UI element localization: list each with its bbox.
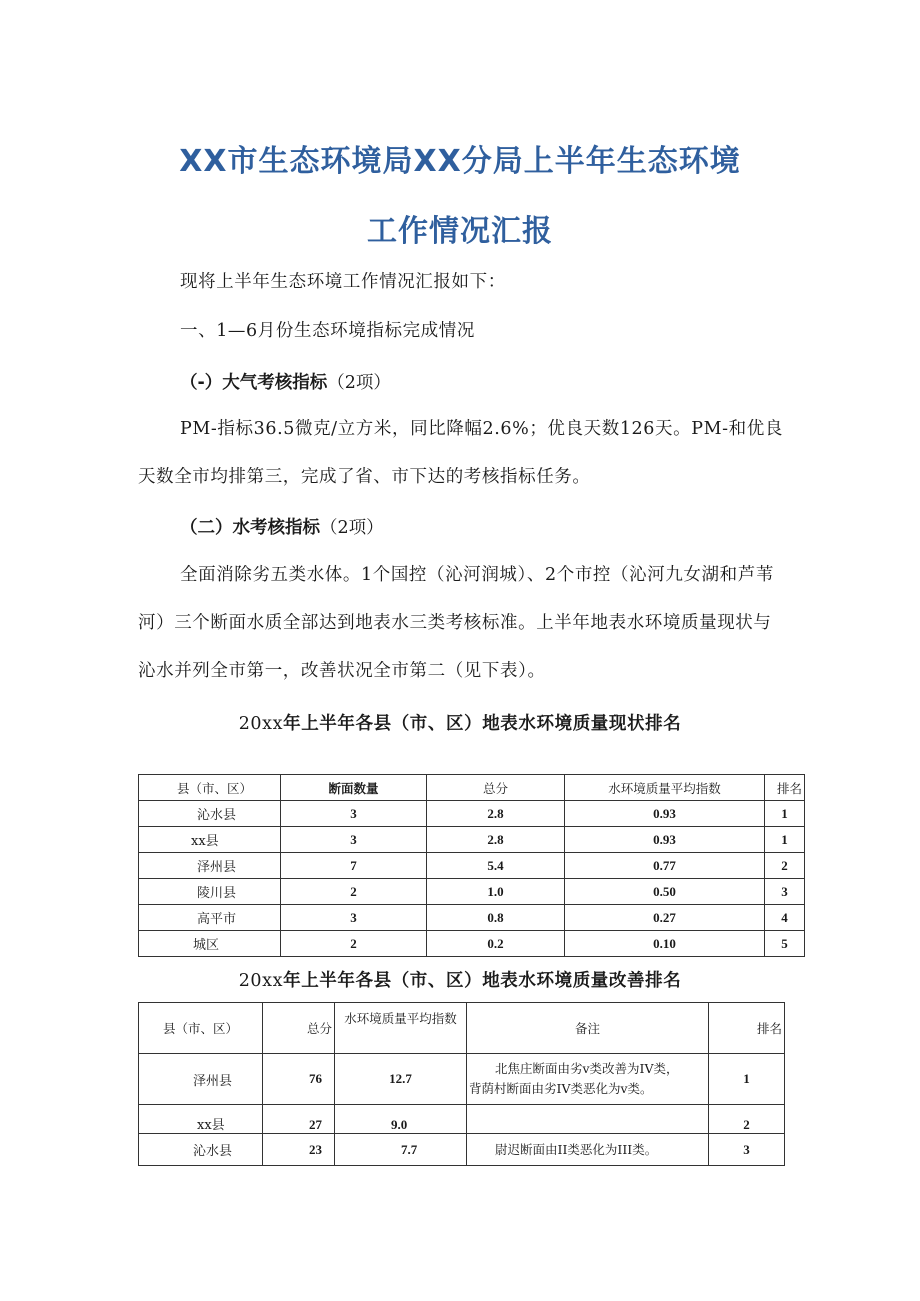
cell-sections: 3 xyxy=(281,801,427,827)
subheading-air xyxy=(180,369,391,394)
cell-sections: 2 xyxy=(281,879,427,905)
note-line: 北焦庄断面由劣v类改善为IV类， xyxy=(495,1061,679,1076)
table1-caption xyxy=(0,710,920,735)
cell-note: 尉迟断面由II类恶化为III类。 xyxy=(467,1134,709,1166)
water-improvement-table xyxy=(138,1002,785,1166)
cell-sections: 2 xyxy=(281,931,427,957)
header-county: 县（市、区） xyxy=(139,1003,263,1054)
header-total: 总分 xyxy=(427,775,565,801)
table-row xyxy=(139,1105,785,1134)
cell-rank: 2 xyxy=(765,853,805,879)
cell-rank: 1 xyxy=(709,1054,785,1105)
subheading-water-label: （二）水考核指标 xyxy=(180,518,320,538)
cell-total: 27 xyxy=(263,1105,335,1134)
header-note: 备注 xyxy=(467,1003,709,1054)
table-row xyxy=(139,931,805,957)
subheading-water-count: （2项） xyxy=(320,518,384,538)
cell-rank: 1 xyxy=(765,801,805,827)
table-row xyxy=(139,879,805,905)
header-avg-index: 水环境质量平均指数 xyxy=(335,1003,467,1054)
cell-sections: 3 xyxy=(281,827,427,853)
cell-total: 5.4 xyxy=(427,853,565,879)
table-header-row xyxy=(139,775,805,801)
cell-rank: 2 xyxy=(709,1105,785,1134)
header-total: 总分 xyxy=(263,1003,335,1054)
cell-total: 0.2 xyxy=(427,931,565,957)
table2-caption-text: 年上半年各县（市、区）地表水环境质量改善排名 xyxy=(283,971,682,991)
cell-rank: 3 xyxy=(765,879,805,905)
cell-county: 沁水县 xyxy=(139,1134,263,1166)
cell-rank: 1 xyxy=(765,827,805,853)
cell-avg-index: 0.93 xyxy=(565,827,765,853)
table2-caption xyxy=(0,967,920,992)
cell-note xyxy=(467,1105,709,1134)
section-heading-1: 一、1—6月份生态环境指标完成情况 xyxy=(180,321,475,341)
cell-avg-index: 0.27 xyxy=(565,905,765,931)
table-row xyxy=(139,853,805,879)
cell-county: 泽州县 xyxy=(139,853,281,879)
header-avg-index: 水环境质量平均指数 xyxy=(565,775,765,801)
subheading-air-label: （-）大气考核指标 xyxy=(180,373,328,393)
cell-total: 2.8 xyxy=(427,827,565,853)
cell-total: 1.0 xyxy=(427,879,565,905)
cell-sections: 7 xyxy=(281,853,427,879)
cell-avg-index: 0.93 xyxy=(565,801,765,827)
header-sections: 断面数量 xyxy=(281,775,427,801)
cell-county: 城区 xyxy=(139,931,281,957)
cell-total: 2.8 xyxy=(427,801,565,827)
cell-avg-index: 9.0 xyxy=(335,1105,467,1134)
table2-caption-year: 20xx xyxy=(238,971,284,991)
cell-county: xx县 xyxy=(139,1105,263,1134)
cell-county: 高平市 xyxy=(139,905,281,931)
cell-total: 23 xyxy=(263,1134,335,1166)
cell-avg-index: 7.7 xyxy=(335,1134,467,1166)
header-rank: 排名 xyxy=(709,1003,785,1054)
cell-avg-index: 0.50 xyxy=(565,879,765,905)
cell-rank: 4 xyxy=(765,905,805,931)
table-row xyxy=(139,827,805,853)
cell-county: xx县 xyxy=(139,827,281,853)
header-county: 县（市、区） xyxy=(139,775,281,801)
cell-note xyxy=(467,1054,709,1105)
water-paragraph: 全面消除劣五类水体。1个国控（沁河润城）、2个市控（沁河九女湖和芦苇河）三个断面水质全部达到地表水三类考核标准。上半年地表水环境质量现状与沁水并列全市第一，改善状况全市第二（见下表）。 xyxy=(138,565,774,681)
cell-total: 76 xyxy=(263,1054,335,1105)
subheading-air-count: （2项） xyxy=(327,373,391,393)
cell-rank: 5 xyxy=(765,931,805,957)
cell-total: 0.8 xyxy=(427,905,565,931)
air-paragraph: PM-指标36.5微克/立方米，同比降幅2.6%；优良天数126天。PM-和优良天数全市均排第三，完成了省、市下达的考核指标任务。 xyxy=(138,419,783,487)
table-row xyxy=(139,801,805,827)
doc-title-line1: XX市生态环境局XX分局上半年生态环境 xyxy=(179,144,741,179)
water-status-table xyxy=(138,774,805,957)
doc-title-line2: 工作情况汇报 xyxy=(367,214,553,249)
intro-paragraph: 现将上半年生态环境工作情况汇报如下： xyxy=(180,272,506,292)
table-header-row xyxy=(139,1003,785,1054)
cell-avg-index: 12.7 xyxy=(335,1054,467,1105)
table1-caption-year: 20xx xyxy=(238,714,284,734)
cell-avg-index: 0.10 xyxy=(565,931,765,957)
cell-rank: 3 xyxy=(709,1134,785,1166)
cell-sections: 3 xyxy=(281,905,427,931)
table-row xyxy=(139,905,805,931)
note-line: 背荫村断面由劣IV类恶化为v类。 xyxy=(469,1081,653,1096)
cell-county: 陵川县 xyxy=(139,879,281,905)
table-row xyxy=(139,1054,785,1105)
table1-caption-text: 年上半年各县（市、区）地表水环境质量现状排名 xyxy=(283,714,682,734)
cell-county: 泽州县 xyxy=(139,1054,263,1105)
header-rank: 排名 xyxy=(765,775,805,801)
cell-county: 沁水县 xyxy=(139,801,281,827)
cell-avg-index: 0.77 xyxy=(565,853,765,879)
table-row xyxy=(139,1134,785,1166)
subheading-water xyxy=(180,514,384,539)
